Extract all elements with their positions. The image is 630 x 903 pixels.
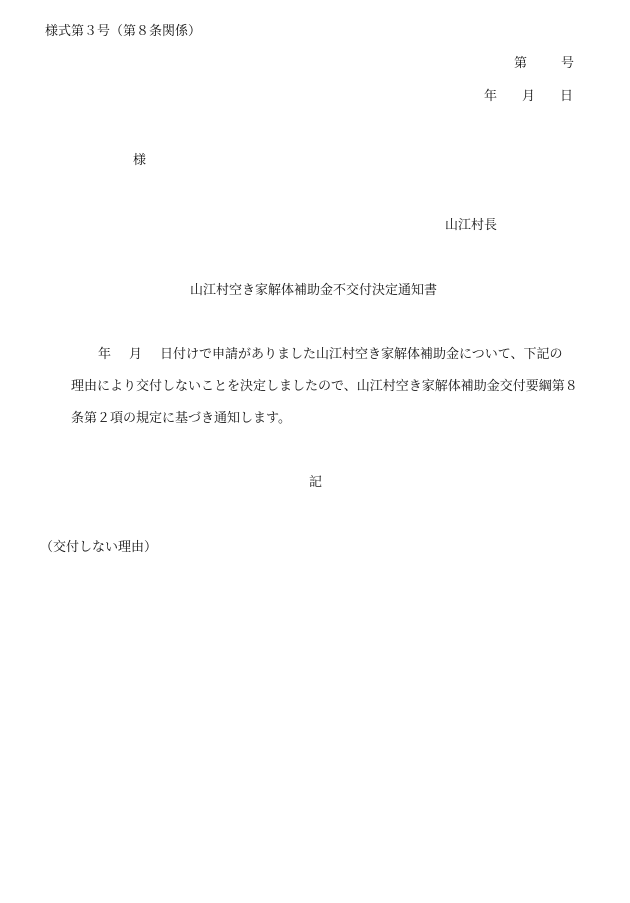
addressee-suffix: 様 <box>133 153 147 168</box>
body-month: 月 <box>129 347 143 362</box>
doc-number-suffix: 号 <box>561 56 575 71</box>
body-line-2: 理由により交付しないことを決定しましたので、山江村空き家解体補助金交付要綱第８ <box>71 379 578 394</box>
doc-number-prefix: 第 <box>514 56 528 71</box>
body-line-1-text: 日付けで申請がありました山江村空き家解体補助金について、下記の <box>160 347 563 362</box>
body-year: 年 <box>98 347 112 362</box>
date-line <box>484 89 573 105</box>
body-line-1 <box>98 347 563 363</box>
form-number: 様式第３号（第８条関係） <box>45 24 202 39</box>
document-title: 山江村空き家解体補助金不交付決定通知書 <box>190 283 438 298</box>
body-line-3: 条第２項の規定に基づき通知します。 <box>71 411 291 426</box>
date-month: 月 <box>522 89 536 104</box>
reason-heading: （交付しない理由） <box>40 540 158 555</box>
document-number-line <box>514 56 574 72</box>
date-year: 年 <box>484 89 498 104</box>
date-day: 日 <box>560 89 574 104</box>
issuer-name: 山江村長 <box>445 218 498 233</box>
ki-heading: 記 <box>309 475 323 490</box>
